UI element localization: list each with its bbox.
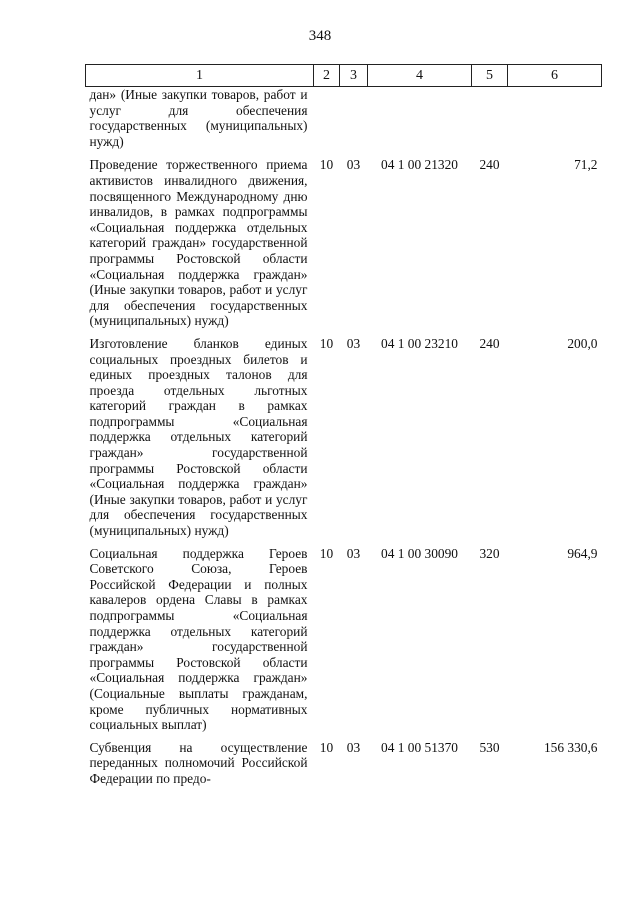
header-row	[86, 65, 602, 87]
row-razdel: 10	[319, 739, 334, 755]
row-vr: 530	[479, 739, 500, 755]
table-body	[86, 87, 602, 794]
row-podrazdel: 03	[346, 157, 361, 173]
row-podrazdel	[340, 87, 368, 158]
table-row	[86, 336, 602, 546]
column-header-2: 2	[314, 65, 340, 87]
row-amount: 964,9	[567, 545, 598, 561]
row-podrazdel: 03	[346, 335, 361, 351]
page-number: 348	[308, 28, 332, 44]
row-csr: 04 1 00 30090	[381, 545, 458, 561]
row-description: Субвенция на осуществление переданных полномочий Российской Федерации по предо-	[89, 739, 308, 786]
table-row	[86, 157, 602, 336]
row-amount: 200,0	[567, 335, 598, 351]
row-csr: 04 1 00 21320	[381, 157, 458, 173]
table-row	[86, 87, 602, 158]
row-description: дан» (Иные закупки товаров, работ и услуг для обеспечения государственных (муниципальных) нужд)	[89, 87, 308, 149]
column-header-5: 5	[472, 65, 508, 87]
row-razdel: 10	[319, 335, 334, 351]
column-header-4: 4	[368, 65, 472, 87]
row-amount: 156 330,6	[543, 739, 598, 755]
row-razdel	[314, 87, 340, 158]
row-vr: 240	[479, 157, 500, 173]
column-header-6: 6	[508, 65, 602, 87]
column-header-1: 1	[86, 65, 314, 87]
row-vr	[472, 87, 508, 158]
row-description: Изготовление бланков единых социальных проездных билетов и единых проездных талонов для проезда отдельных льготных категорий граждан в рамках подпрограммы «Социальная поддержка отдельных категорий граждан» государственной программы Ростовской области «Социальная поддержка граждан» (Иные закупки товаров, работ и услуг для обеспечения государственных (муниципальных) нужд)	[89, 335, 308, 539]
row-csr: 04 1 00 23210	[381, 335, 458, 351]
row-podrazdel: 03	[346, 545, 361, 561]
row-vr: 320	[479, 545, 500, 561]
budget-table	[85, 64, 602, 794]
row-amount	[508, 87, 602, 158]
table-row	[86, 740, 602, 794]
table-row	[86, 546, 602, 740]
row-razdel: 10	[319, 157, 334, 173]
row-amount: 71,2	[574, 157, 598, 173]
table-header	[86, 65, 602, 87]
row-csr	[368, 87, 472, 158]
column-header-3: 3	[340, 65, 368, 87]
row-description: Проведение торжественного приема активистов инвалидного движения, посвященного Международному дню инвалидов, в рамках подпрограммы «Социальная поддержка отдельных категорий граждан» государственной программы Ростовской области «Социальная поддержка граждан» (Иные закупки товаров, работ и услуг для обеспечения государственных (муниципальных) нужд)	[89, 157, 308, 329]
row-podrazdel: 03	[346, 739, 361, 755]
row-csr: 04 1 00 51370	[381, 739, 458, 755]
row-razdel: 10	[319, 545, 334, 561]
row-description: Социальная поддержка Героев Советского Союза, Героев Российской Федерации и полных кавалеров ордена Славы в рамках подпрограммы «Социальная поддержка отдельных категорий граждан» государственной программы Ростовской области «Социальная поддержка граждан» (Социальные выплаты гражданам, кроме публичных нормативных социальных выплат)	[89, 545, 308, 733]
row-vr: 240	[479, 335, 500, 351]
